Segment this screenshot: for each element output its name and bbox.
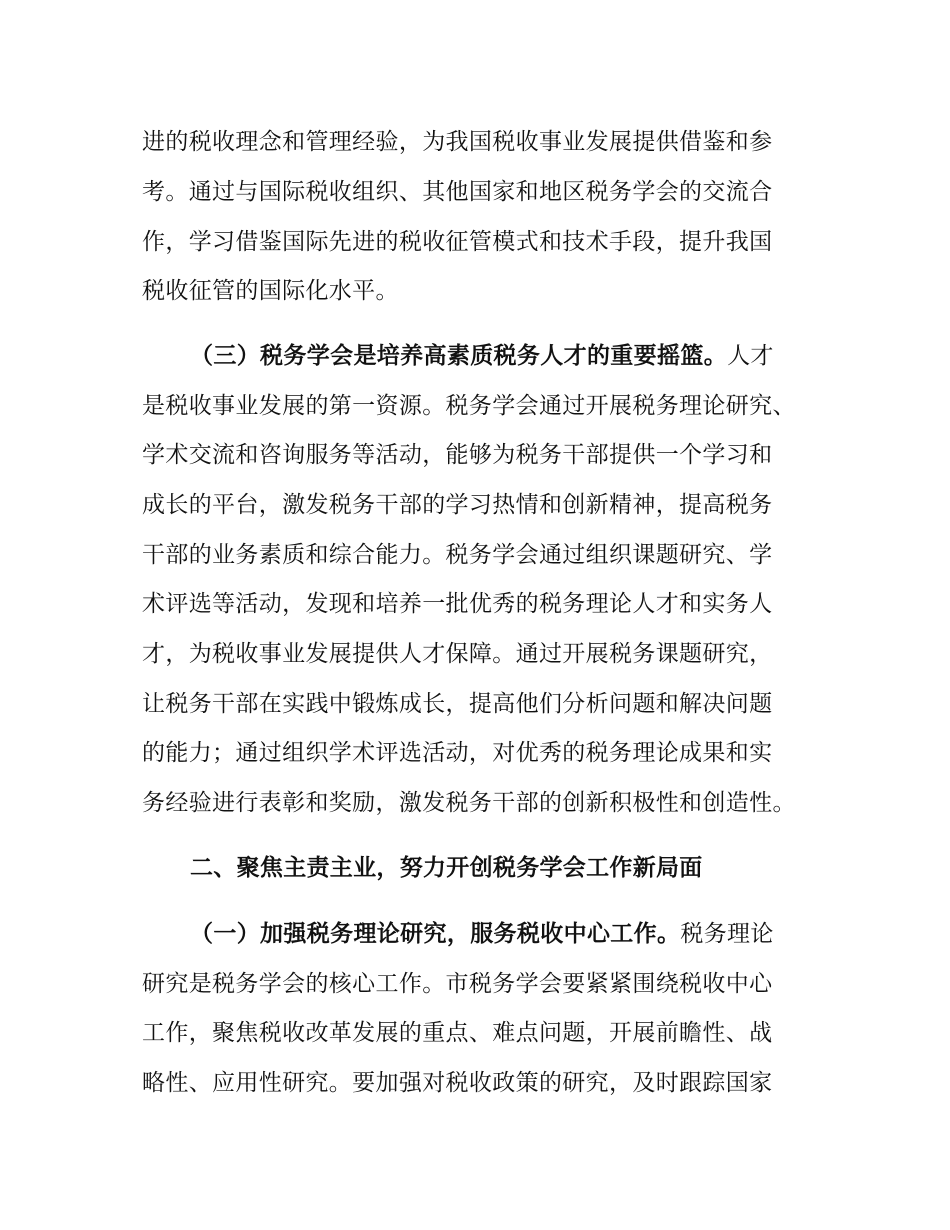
text-line: 考。通过与国际税收组织、其他国家和地区税务学会的交流合 bbox=[142, 179, 773, 205]
paragraph-first-line bbox=[190, 336, 890, 376]
paragraph-first-line bbox=[190, 914, 890, 954]
text-line: 成长的平台，激发税务干部的学习热情和创新精神，提高税务 bbox=[142, 492, 773, 518]
text-line: 略性、应用性研究。要加强对税收政策的研究，及时跟踪国家 bbox=[142, 1070, 773, 1096]
text-line: 工作，聚焦税收改革发展的重点、难点问题，开展前瞻性、战 bbox=[142, 1020, 773, 1046]
text-line: 进的税收理念和管理经验，为我国税收事业发展提供借鉴和参 bbox=[142, 129, 773, 155]
section-heading: 二、聚焦主责主业，努力开创税务学会工作新局面 bbox=[190, 855, 703, 881]
text-line: 是税收事业发展的第一资源。税务学会通过开展税务理论研究、 bbox=[142, 393, 796, 419]
paragraph-bold-lead: （三）税务学会是培养高素质税务人才的重要摇篮。 bbox=[190, 343, 728, 369]
text-line: 干部的业务素质和综合能力。税务学会通过组织课题研究、学 bbox=[142, 542, 773, 568]
text-line: 让税务干部在实践中锻炼成长，提高他们分析问题和解决问题 bbox=[142, 691, 773, 717]
text-line: 税收征管的国际化水平。 bbox=[142, 278, 399, 304]
text-line: 的能力；通过组织学术评选活动，对优秀的税务理论成果和实 bbox=[142, 740, 773, 766]
text-line: 务经验进行表彰和奖励，激发税务干部的创新积极性和创造性。 bbox=[142, 790, 796, 816]
text-line: 学术交流和咨询服务等活动，能够为税务干部提供一个学习和 bbox=[142, 442, 773, 468]
paragraph-lead-rest: 人才 bbox=[727, 343, 774, 369]
text-line: 术评选等活动，发现和培养一批优秀的税务理论人才和实务人 bbox=[142, 591, 773, 617]
text-line: 作，学习借鉴国际先进的税收征管模式和技术手段，提升我国 bbox=[142, 229, 773, 255]
paragraph-bold-lead: （一）加强税务理论研究，服务税收中心工作。 bbox=[190, 921, 681, 947]
paragraph-lead-rest: 税务理论 bbox=[680, 921, 774, 947]
text-line: 研究是税务学会的核心工作。市税务学会要紧紧围绕税收中心 bbox=[142, 971, 773, 997]
text-line: 才，为税收事业发展提供人才保障。通过开展税务课题研究， bbox=[142, 641, 773, 667]
